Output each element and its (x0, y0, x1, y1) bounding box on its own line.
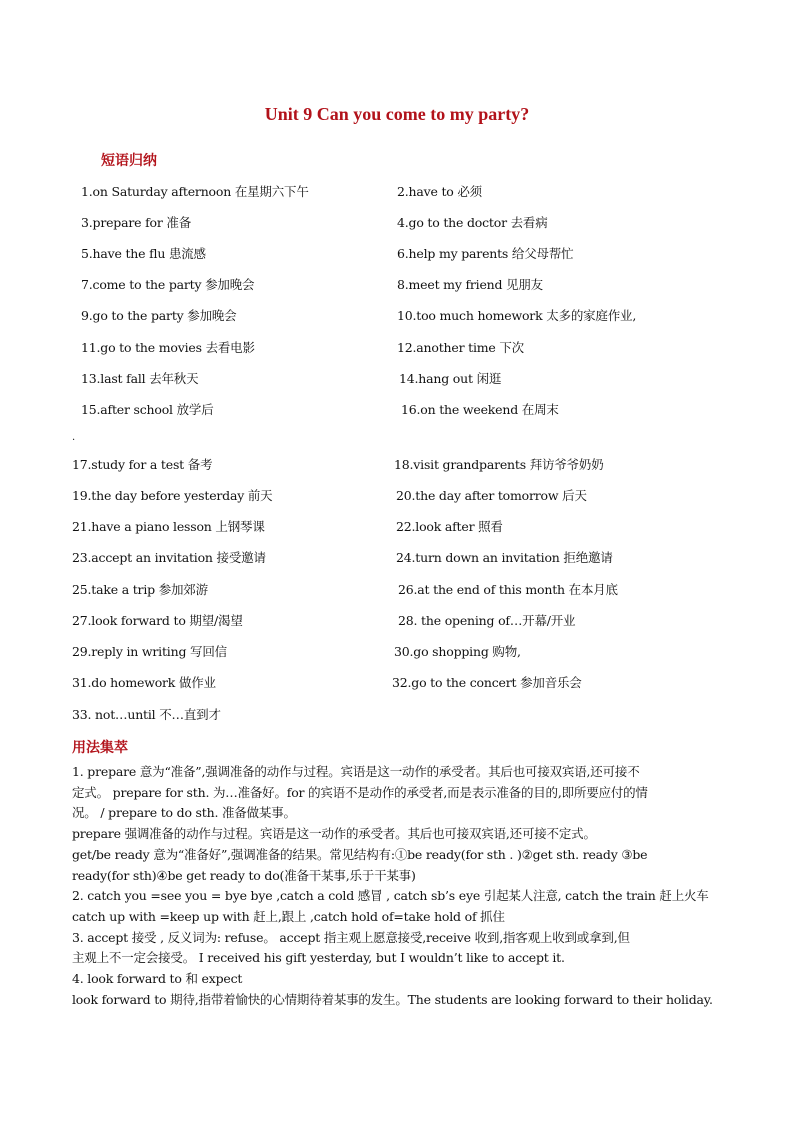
phrase-item: 5.have the flu 患流感 (81, 246, 206, 261)
phrase-item: 7.come to the party 参加晚会 (81, 277, 255, 292)
phrase-item: 9.go to the party 参加晚会 (81, 308, 237, 323)
phrase-item: 29.reply in writing 写回信 (72, 644, 227, 659)
usage-line: 2. catch you =see you = bye bye ,catch a cold 感冒 , catch sb’s eye 引起某人注意, catch the train 赶上火车 (72, 888, 709, 904)
usage-line: 4. look forward to 和 expect (72, 971, 243, 987)
phrase-item: 3.prepare for 准备 (81, 215, 192, 230)
phrase-item: 2.have to 必须 (397, 184, 482, 199)
usage-line: get/be ready 意为“准备好”,强调准备的结果。常见结构有:①be ready(for sth . )②get sth. ready ③be (72, 846, 648, 862)
phrase-item: 10.too much homework 太多的家庭作业, (397, 308, 637, 323)
phrase-item: 20.the day after tomorrow 后天 (396, 488, 587, 503)
phrase-item: 27.look forward to 期望/渴望 (72, 613, 243, 628)
separator-dot: . (72, 432, 76, 443)
phrase-item: 11.go to the movies 去看电影 (81, 340, 255, 355)
usage-line: 3. accept 接受 , 反义词为: refuse。 accept 指主观上愿意接受,receive 收到,指客观上收到或拿到,但 (72, 929, 630, 945)
phrase-item: 13.last fall 去年秋天 (81, 371, 199, 386)
usage-line: catch up with =keep up with 赶上,跟上 ,catch hold of=take hold of 抓住 (72, 908, 505, 924)
section-heading-phrases: 短语归纳 (101, 153, 157, 169)
phrase-item: 18.visit grandparents 拜访爷爷奶奶 (394, 457, 604, 472)
phrase-item: 26.at the end of this month 在本月底 (398, 582, 618, 597)
usage-line: 1. prepare 意为“准备”,强调准备的动作与过程。宾语是这一动作的承受者。其后也可接双宾语,还可接不 (72, 764, 640, 779)
page-title: Unit 9 Can you come to my party? (264, 104, 530, 124)
phrase-item: 12.another time 下次 (397, 340, 524, 355)
phrase-item: 1.on Saturday afternoon 在星期六下午 (81, 184, 309, 199)
phrase-item: 32.go to the concert 参加音乐会 (392, 675, 582, 690)
usage-line: 况。 / prepare to do sth. 准备做某事。 (72, 805, 296, 821)
usage-line: 主观上不一定会接受。 I received his gift yesterday, but I wouldn’t like to accept it. (72, 950, 565, 966)
usage-notes (72, 762, 724, 1010)
section-heading-usage: 用法集萃 (72, 740, 128, 756)
phrase-item: 24.turn down an invitation 拒绝邀请 (396, 550, 613, 565)
phrase-item: 25.take a trip 参加郊游 (72, 582, 208, 597)
phrase-item: 33. not…until 不…直到才 (72, 707, 221, 722)
phrase-item: 31.do homework 做作业 (72, 675, 216, 690)
phrase-item: 15.after school 放学后 (81, 402, 214, 417)
phrase-item: 4.go to the doctor 去看病 (397, 215, 548, 230)
phrase-item: 23.accept an invitation 接受邀请 (72, 550, 266, 565)
phrase-item: 21.have a piano lesson 上钢琴课 (72, 519, 265, 534)
usage-line: look forward to 期待,指带着愉快的心情期待着某事的发生。The students are looking forward to their holiday. (72, 991, 713, 1007)
phrase-item: 16.on the weekend 在周末 (401, 402, 559, 417)
usage-line: ready(for sth)④be get ready to do(准备干某事,乐于干某事) (72, 867, 416, 883)
phrase-item: 19.the day before yesterday 前天 (72, 488, 273, 503)
phrase-item: 30.go shopping 购物, (394, 644, 521, 659)
phrase-item: 6.help my parents 给父母帮忙 (397, 246, 574, 261)
usage-line: 定式。 prepare for sth. 为…准备好。for 的宾语不是动作的承受者,而是表示准备的目的,即所要应付的情 (72, 784, 648, 800)
phrase-item: 17.study for a test 备考 (72, 457, 213, 472)
phrase-item: 28. the opening of…开幕/开业 (398, 613, 576, 628)
usage-line: prepare 强调准备的动作与过程。宾语是这一动作的承受者。其后也可接双宾语,还可接不定式。 (72, 826, 596, 842)
phrase-item: 8.meet my friend 见朋友 (397, 277, 543, 292)
phrase-item: 22.look after 照看 (396, 519, 503, 534)
phrase-item: 14.hang out 闲逛 (399, 371, 502, 386)
